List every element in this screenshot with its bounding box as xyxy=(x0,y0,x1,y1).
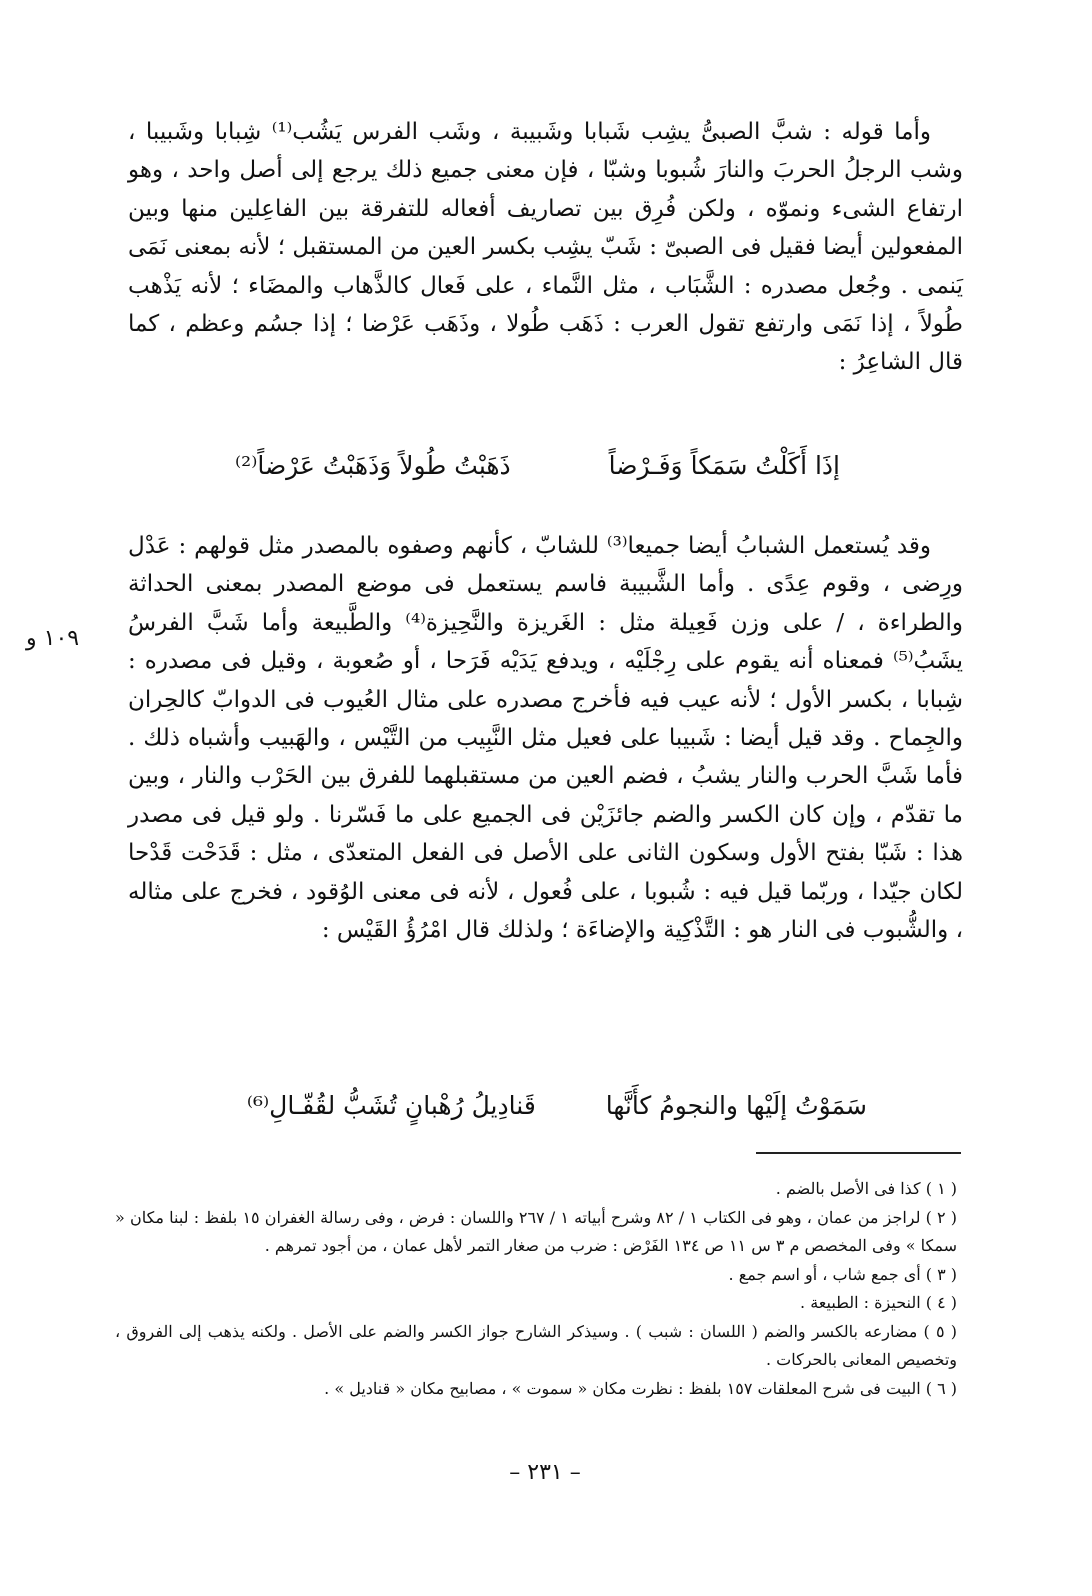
verse-2-first-hemistich: سَمَوْتُ إلَيْها والنجومُ كأَنَّها xyxy=(605,1091,867,1120)
verse-1 xyxy=(235,449,840,483)
paragraph-1: وأما قوله : شبَّ الصبىُّ يشِب شَبابا وشَبيبة ، وشَب الفرس يَشُب⁽¹⁾ شِبابا وشَبيبا ، وشب الرجلُ الحربَ والنارَ شُبوبا وشبّا ، فإن معنى جميع ذلك يرجع إلى أصل واحد ، وهو ارتفاع الشىء ونموّه ، ولكن فُرِق بين تصاريف أفعاله للتفرقة بين الفاعِلين منها وبين المفعولين أيضا فقيل فى الصبىّ : شَبّ يشِب بكسر العين من المستقبل ؛ لأنه بمعنى نَمَى يَنمى . وجُعل مصدره : الشَّبَاب ، مثل النَّماء ، على فَعال كالذَّهاب والمضَاء ؛ لأنه يَذْهب طُولاً ، إذا نَمَى وارتفع تقول العرب : ذَهَب طُولا ، وذَهَب عَرْضا ؛ إذا جسُم وعظم ، كما قال الشاعِرُ : xyxy=(128,119,963,376)
footnote-3: ( ٣ ) أى جمع شاب ، أو اسم جمع . xyxy=(728,1264,957,1284)
footnotes xyxy=(115,1175,965,1403)
verse-1-first-hemistich: إذَا أَكَلْتُ سَمَكاً وَفَـرْضاً xyxy=(608,451,840,480)
main-text-block-2 xyxy=(128,527,963,949)
main-text-block-1 xyxy=(128,113,963,382)
verse-2-second-hemistich: قَنادِيلُ رُهْبانٍ تُشَبُّ لقُفّـالِ⁽⁶⁾ xyxy=(246,1091,536,1120)
page-number: – ٢٣١ – xyxy=(509,1460,581,1485)
footnote-5: ( ٥ ) مضارعه بالكسر والضم ( اللسان : شبب ) . وسيذكر الشارح جواز الكسر والضم على الأصل . ولكنه يذهب إلى الفروق ، وتخصيص المعانى بالحركات . xyxy=(115,1321,958,1369)
footnote-4: ( ٤ ) النحيزة : الطبيعة . xyxy=(800,1293,957,1312)
footnote-1: ( ١ ) كذا فى الأصل بالضم . xyxy=(775,1179,957,1198)
verse-1-second-hemistich: ذَهَبْتُ طُولاً وَذَهَبْتُ عَرْضاً⁽²⁾ xyxy=(235,451,511,480)
footnote-separator xyxy=(756,1152,961,1154)
footnote-2: ( ٢ ) لراجز من عمان ، وهو فى الكتاب ١ / ٨٢ وشرح أبياته ١ / ٢٦٧ واللسان : فرض ، وفى رسالة الغفران ١٥ بلفظ : لبنا مكان « سمكا » وفى المخصص م ٣ س ١١ ص ١٣٤ الفَرْض : ضرب من صغار التمر لأهل عمان ، من أجود تمرهم . xyxy=(115,1207,958,1255)
footnote-6: ( ٦ ) البيت فى شرح المعلقات ١٥٧ بلفظ : نظرت مكان « سموت » ، مصابيح مكان « قناديل » . xyxy=(324,1378,957,1398)
paragraph-2: وقد يُستعمل الشبابُ أيضا جميعا⁽³⁾ للشابّ ، كأنهم وصفوه بالمصدر مثل قولهم : عَدْل ورِضى ، وقوم عِدًى . وأما الشَّبيبة فاسم يستعمل فى موضع المصدر بمعنى الحداثة والطراءة ، / على وزن فَعِيلة مثل : الغَريزة والنَّحِيزة⁽⁴⁾ والطَّبيعة وأما شَبَّ الفرسُ يشَبُ⁽⁵⁾ فمعناه أنه يقوم على رِجْلَيْه ، ويدفع يَدَيْه فَرَحا ، أو صُعوبة ، وقيل فى مصدره : شِبابا ، بكسر الأول ؛ لأنه عيب فيه فأخرج مصدره على مثال العُيوب فى الدوابّ كالحِران والجِماح . وقد قيل أيضا : شَبيبا على فعيل مثل النَّبِيب من التَّيْس ، والهَبيب وأشباه ذلك . فأما شَبَّ الحرب والنار يشبُ ، فضم العين من مستقبلهما للفرق بين الحَرْب والنار ، وبين ما تقدّم ، وإن كان الكسر والضم جائزَيْن فى الجميع على ما فَسّرنا . ولو قيل فى مصدر هذا : شَبّا بفتح الأول وسكون الثانى على الأصل فى الفعل المتعدّى ، مثل : قَدَحْت قَدْحا لكان جيّدا ، وربّما قيل فيه : شُبوبا ، على فُعول ، لأنه فى معنى الوُقود ، فخرج على مثاله ، والشُّبوب فى النار هو : التَّذْكِية والإضاءَة ؛ ولذلك قال امْرُؤُ القَيْس : xyxy=(128,533,963,944)
verse-2 xyxy=(247,1089,867,1123)
manuscript-folio-note: ١٠٩ و xyxy=(26,626,80,651)
